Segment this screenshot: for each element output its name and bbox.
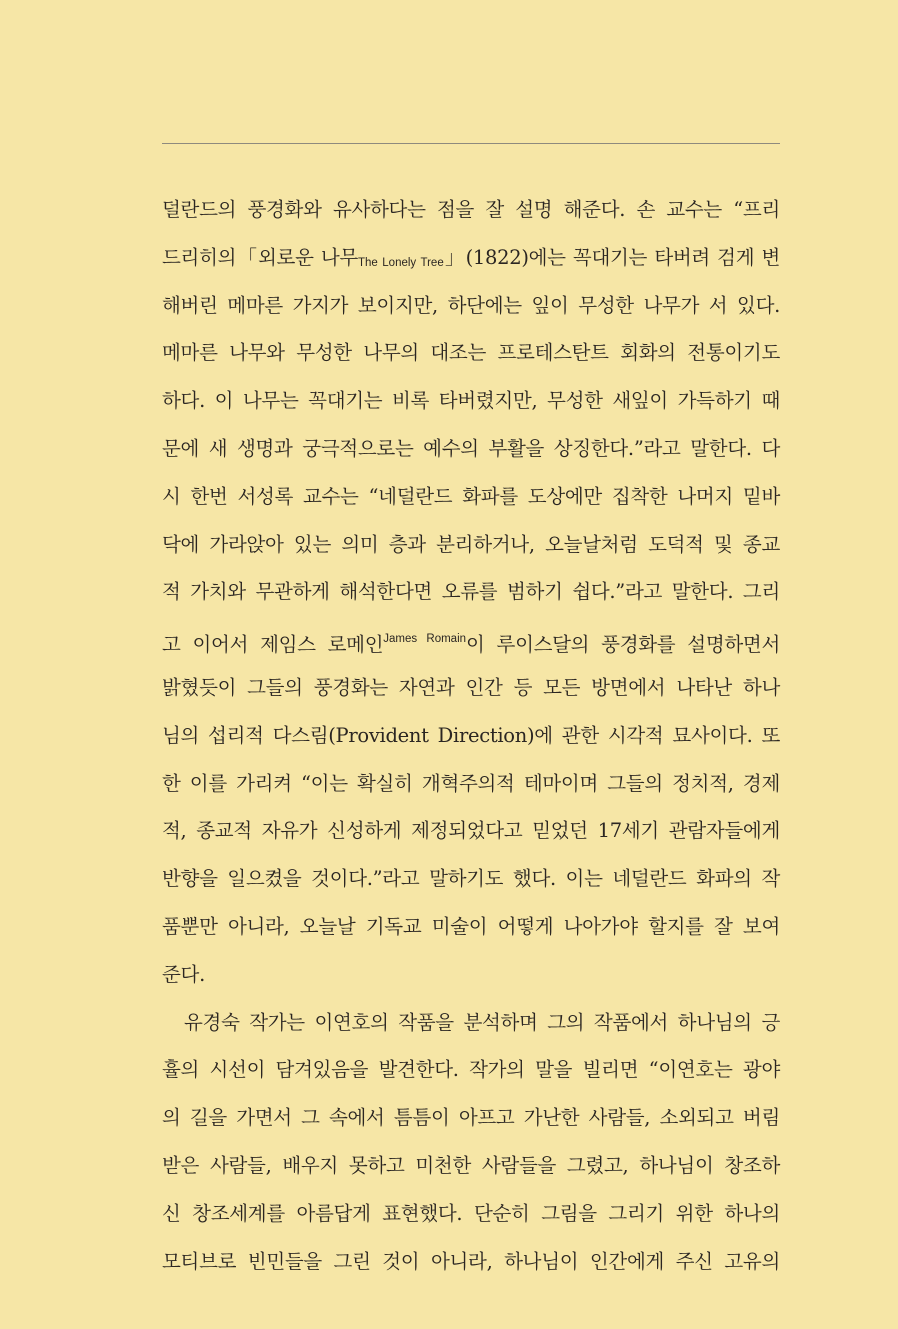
text-line: 해버린 메마른 가지가 보이지만, 하단에는 잎이 무성한 나무가 서 있다. bbox=[162, 293, 780, 317]
text-line: 모티브로 빈민들을 그린 것이 아니라, 하나님이 인간에게 주신 고유의 bbox=[162, 1249, 780, 1273]
text-line: 한 이를 가리켜 “이는 확실히 개혁주의적 테마이며 그들의 정치적, 경제 bbox=[162, 771, 780, 795]
text-line: 닥에 가라앉아 있는 의미 층과 분리하거나, 오늘날처럼 도덕적 및 종교 bbox=[162, 532, 780, 556]
body-text bbox=[162, 186, 780, 1285]
text-line: 문에 새 생명과 궁극적으로는 예수의 부활을 상징한다.”라고 말한다. 다 bbox=[162, 436, 780, 460]
text-line: 밝혔듯이 그들의 풍경화는 자연과 인간 등 모든 방면에서 나타난 하나 bbox=[162, 675, 780, 699]
text-line: 신 창조세계를 아름답게 표현했다. 단순히 그림을 그리기 위한 하나의 bbox=[162, 1201, 780, 1225]
text-line: 적 가치와 무관하게 해석한다면 오류를 범하기 쉽다.”라고 말한다. 그리 bbox=[162, 580, 780, 604]
text-line: 하다. 이 나무는 꼭대기는 비록 타버렸지만, 무성한 새잎이 가득하기 때 bbox=[162, 389, 780, 413]
text-line: 의 길을 가면서 그 속에서 틈틈이 아프고 가난한 사람들, 소외되고 버림 bbox=[162, 1106, 780, 1130]
text-line: 반향을 일으켰을 것이다.”라고 말하기도 했다. 이는 네덜란드 화파의 작 bbox=[162, 867, 780, 891]
text-line: 덜란드의 풍경화와 유사하다는 점을 잘 설명 해준다. 손 교수는 “프리 bbox=[162, 198, 780, 221]
text-line: 드리히의「외로운 나무The Lonely Tree」(1822)에는 꼭대기는 타버려 검게 변 bbox=[162, 245, 781, 269]
text-line: 준다. bbox=[162, 962, 205, 986]
english-name-annotation: James Romain bbox=[383, 633, 467, 646]
english-title-annotation: The Lonely Tree bbox=[357, 256, 444, 269]
text-line: 시 한번 서성록 교수는 “네덜란드 화파를 도상에만 집착한 나머지 밑바 bbox=[162, 484, 780, 508]
text-line: 휼의 시선이 담겨있음을 발견한다. 작가의 말을 빌리면 “이연호는 광야 bbox=[162, 1058, 780, 1082]
text-line: 적, 종교적 자유가 신성하게 제정되었다고 믿었던 17세기 관람자들에게 bbox=[162, 819, 780, 843]
text-line: 고 이어서 제임스 로메인$^{James Romain}$이 루이스달의 풍경화를 설명하면서 bbox=[162, 633, 780, 657]
text-line: 받은 사람들, 배우지 못하고 미천한 사람들을 그렸고, 하나님이 창조하 bbox=[162, 1153, 780, 1177]
text-line: 품뿐만 아니라, 오늘날 기독교 미술이 어떻게 나아가야 할지를 잘 보여 bbox=[162, 914, 780, 938]
text-line: 메마른 나무와 무성한 나무의 대조는 프로테스탄트 회화의 전통이기도 bbox=[162, 341, 780, 365]
text-line: 님의 섭리적 다스림(Provident Direction)에 관한 시각적 묘사이다. 또 bbox=[162, 723, 780, 747]
text-line: 유경숙 작가는 이연호의 작품을 분석하며 그의 작품에서 하나님의 긍 bbox=[184, 1010, 780, 1034]
header-rule bbox=[162, 143, 780, 144]
